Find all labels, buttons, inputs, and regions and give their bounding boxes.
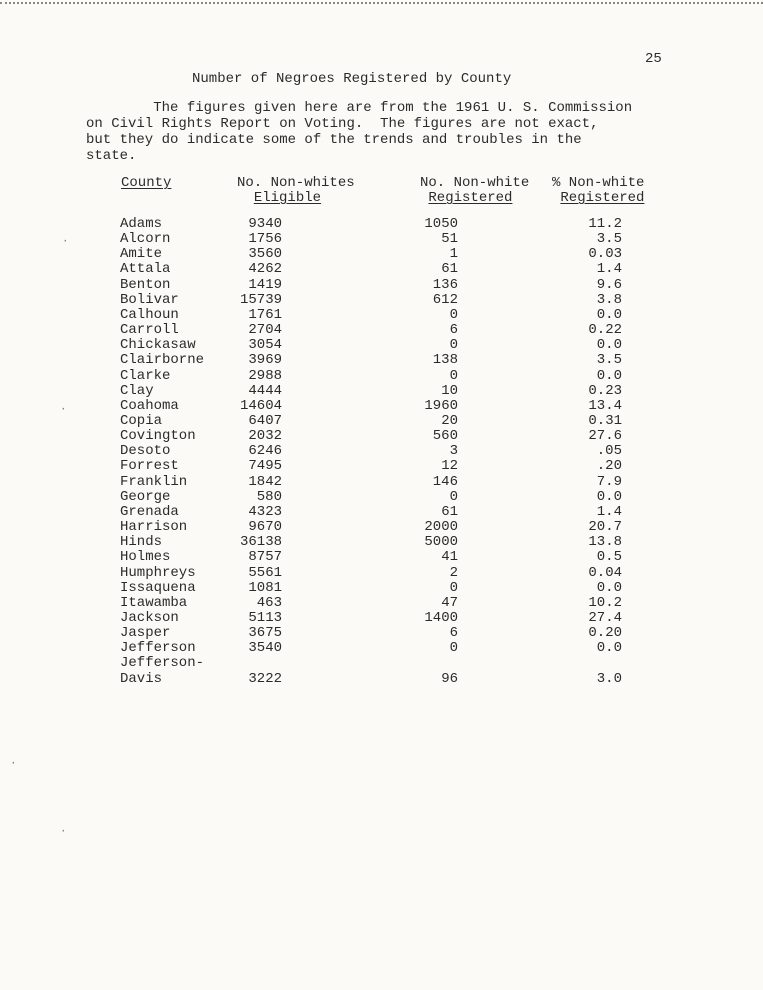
registered-cell: 136 <box>432 276 458 293</box>
county-cell: Chickasaw <box>120 337 196 354</box>
county-cell: Franklin <box>120 473 188 490</box>
table-row <box>0 490 763 505</box>
eligible-cell: 1756 <box>248 231 282 248</box>
eligible-cell: 2988 <box>248 367 282 384</box>
table-row <box>0 369 763 384</box>
percent-cell: 20.7 <box>588 519 622 535</box>
table-row <box>0 278 763 293</box>
percent-cell: 11.2 <box>588 216 622 232</box>
margin-speck: · <box>60 404 67 416</box>
registered-cell: 1050 <box>424 216 458 232</box>
registered-cell: 3 <box>449 443 458 460</box>
table-row <box>0 308 763 323</box>
eligible-cell: 9670 <box>248 519 282 535</box>
percent-cell: 0.0 <box>596 306 622 323</box>
percent-cell: 3.8 <box>596 291 622 308</box>
eligible-cell: 3054 <box>248 337 282 354</box>
table-row <box>0 520 763 535</box>
eligible-cell: 6407 <box>248 413 282 429</box>
registered-cell: 20 <box>441 413 458 429</box>
table-row <box>0 459 763 474</box>
eligible-cell: 3969 <box>248 352 282 369</box>
county-cell: Clarke <box>120 367 171 384</box>
registered-cell: 61 <box>441 261 458 278</box>
margin-speck: · <box>60 826 67 838</box>
table-row <box>0 429 763 444</box>
county-cell: Covington <box>120 428 196 445</box>
intro-line: The figures given here are from the 1961 U. S. Commission <box>86 100 633 116</box>
eligible-cell: 4323 <box>248 503 282 520</box>
percent-cell: 0.03 <box>588 246 622 263</box>
percent-cell: 0.22 <box>588 322 622 339</box>
registered-cell: 12 <box>441 458 458 475</box>
percent-cell: 3.5 <box>596 231 622 248</box>
percent-cell: 0.0 <box>596 337 622 354</box>
table-row <box>0 505 763 520</box>
table-row <box>0 414 763 429</box>
table-row <box>0 550 763 565</box>
county-cell: Forrest <box>120 458 179 475</box>
margin-speck: · <box>62 236 69 248</box>
percent-cell: 10.2 <box>588 594 622 611</box>
registered-cell: 10 <box>441 382 458 399</box>
percent-cell: 27.4 <box>588 609 622 626</box>
eligible-cell: 4262 <box>248 261 282 278</box>
registered-header-line2: Registered <box>428 190 513 206</box>
eligible-cell: 3560 <box>248 246 282 263</box>
percent-cell: 0.0 <box>596 367 622 384</box>
percent-cell: 1.4 <box>596 261 622 278</box>
county-cell: Jefferson <box>120 640 196 657</box>
registered-cell: 0 <box>449 488 458 505</box>
eligible-cell: 9340 <box>248 216 282 232</box>
county-cell: Copia <box>120 413 163 429</box>
registered-cell: 0 <box>449 640 458 657</box>
eligible-cell: 5561 <box>248 564 282 581</box>
percent-cell: 9.6 <box>596 276 622 293</box>
table-row <box>0 566 763 581</box>
county-cell: Harrison <box>120 519 188 535</box>
percent-cell: 0.04 <box>588 564 622 581</box>
percent-cell: 0.5 <box>596 549 622 566</box>
percent-cell: 0.31 <box>588 413 622 429</box>
eligible-cell: 8757 <box>248 549 282 566</box>
table-row <box>0 384 763 399</box>
registered-cell: 138 <box>432 352 458 369</box>
county-cell: Hinds <box>120 534 163 551</box>
county-cell: Desoto <box>120 443 171 460</box>
registered-cell: 2 <box>449 564 458 581</box>
margin-speck: · <box>10 758 17 770</box>
registered-cell: 1 <box>449 246 458 263</box>
percent-cell: 0.0 <box>596 579 622 596</box>
table-row <box>0 247 763 262</box>
percent-cell: .05 <box>596 443 622 460</box>
table-row <box>0 338 763 353</box>
county-cell: Jackson <box>120 609 179 626</box>
county-cell: Coahoma <box>120 397 179 414</box>
county-cell: Jasper <box>120 625 171 641</box>
percent-cell: 13.8 <box>588 534 622 551</box>
registered-cell: 1960 <box>424 397 458 414</box>
registered-header-line1: No. Non-white <box>420 175 530 191</box>
eligible-cell: 1761 <box>248 306 282 323</box>
county-cell: Humphreys <box>120 564 196 581</box>
registered-cell: 5000 <box>424 534 458 551</box>
registered-cell: 0 <box>449 337 458 354</box>
county-cell: Holmes <box>120 549 171 566</box>
county-cell: Alcorn <box>120 231 171 248</box>
eligible-cell: 7495 <box>248 458 282 475</box>
registered-cell: 47 <box>441 594 458 611</box>
county-cell: Bolivar <box>120 291 179 308</box>
percent-cell: 7.9 <box>596 473 622 490</box>
county-cell: Attala <box>120 261 171 278</box>
county-cell: Adams <box>120 216 163 232</box>
table-row <box>0 353 763 368</box>
registered-cell: 61 <box>441 503 458 520</box>
registered-cell: 0 <box>449 306 458 323</box>
county-cell: Grenada <box>120 503 179 520</box>
eligible-cell: 6246 <box>248 443 282 460</box>
eligible-cell: 580 <box>256 488 282 505</box>
county-cell: Jefferson- <box>120 655 205 672</box>
eligible-cell: 15739 <box>239 291 282 308</box>
county-cell: Benton <box>120 276 171 293</box>
county-header-label: County <box>121 175 172 191</box>
percent-cell: 3.0 <box>596 670 622 687</box>
percent-cell: 1.4 <box>596 503 622 520</box>
registered-cell: 41 <box>441 549 458 566</box>
table-row <box>0 399 763 414</box>
table-row <box>0 293 763 308</box>
county-cell: Clay <box>120 382 154 399</box>
registered-cell: 1400 <box>424 609 458 626</box>
registered-cell: 51 <box>441 231 458 248</box>
eligible-cell: 3540 <box>248 640 282 657</box>
percent-cell: 0.20 <box>588 625 622 641</box>
registered-cell: 0 <box>449 367 458 384</box>
table-row <box>0 641 763 656</box>
county-cell: Amite <box>120 246 163 263</box>
intro-line: but they do indicate some of the trends and troubles in the <box>86 132 582 148</box>
table-row <box>0 444 763 459</box>
eligible-cell: 2032 <box>248 428 282 445</box>
registered-cell: 612 <box>432 291 458 308</box>
county-cell: Itawamba <box>120 594 188 611</box>
eligible-cell: 1842 <box>248 473 282 490</box>
county-cell: Calhoun <box>120 306 179 323</box>
registered-cell: 0 <box>449 579 458 596</box>
table-row <box>0 535 763 550</box>
percent-cell: 0.0 <box>596 488 622 505</box>
eligible-cell: 5113 <box>248 609 282 626</box>
registered-cell: 2000 <box>424 519 458 535</box>
eligible-cell: 1081 <box>248 579 282 596</box>
table-row <box>0 475 763 490</box>
percent-cell: .20 <box>596 458 622 475</box>
percent-cell: 3.5 <box>596 352 622 369</box>
page-title: Number of Negroes Registered by County <box>192 71 512 87</box>
eligible-cell: 3675 <box>248 625 282 641</box>
table-row <box>0 656 763 671</box>
percent-header-line2: Registered <box>560 190 645 206</box>
county-cell: George <box>120 488 171 505</box>
percent-cell: 0.23 <box>588 382 622 399</box>
registered-cell: 6 <box>449 322 458 339</box>
table-row <box>0 672 763 687</box>
eligible-cell: 1419 <box>248 276 282 293</box>
percent-cell: 0.0 <box>596 640 622 657</box>
eligible-cell: 2704 <box>248 322 282 339</box>
eligible-header-line1: No. Non-whites <box>237 175 355 191</box>
table-row <box>0 596 763 611</box>
county-cell: Carroll <box>120 322 179 339</box>
eligible-header-line2: Eligible <box>253 190 322 206</box>
percent-cell: 27.6 <box>588 428 622 445</box>
registered-cell: 6 <box>449 625 458 641</box>
percent-cell: 13.4 <box>588 397 622 414</box>
eligible-cell: 4444 <box>248 382 282 399</box>
table-row <box>0 323 763 338</box>
eligible-cell: 14604 <box>239 397 282 414</box>
county-cell: Davis <box>120 670 163 687</box>
intro-line: state. <box>86 148 137 164</box>
table-row <box>0 262 763 277</box>
county-cell: Issaquena <box>120 579 196 596</box>
registered-cell: 96 <box>441 670 458 687</box>
table-row <box>0 217 763 232</box>
intro-line: on Civil Rights Report on Voting. The figures are not exact, <box>86 116 599 132</box>
county-cell: Clairborne <box>120 352 205 369</box>
eligible-cell: 36138 <box>239 534 282 551</box>
percent-header-line1: % Non-white <box>552 175 645 191</box>
registered-cell: 146 <box>432 473 458 490</box>
table-row <box>0 611 763 626</box>
page-number: 25 <box>645 51 662 67</box>
eligible-cell: 463 <box>256 594 282 611</box>
registered-cell: 560 <box>432 428 458 445</box>
eligible-cell: 3222 <box>248 670 282 687</box>
table-row <box>0 626 763 641</box>
table-row <box>0 232 763 247</box>
table-row <box>0 581 763 596</box>
